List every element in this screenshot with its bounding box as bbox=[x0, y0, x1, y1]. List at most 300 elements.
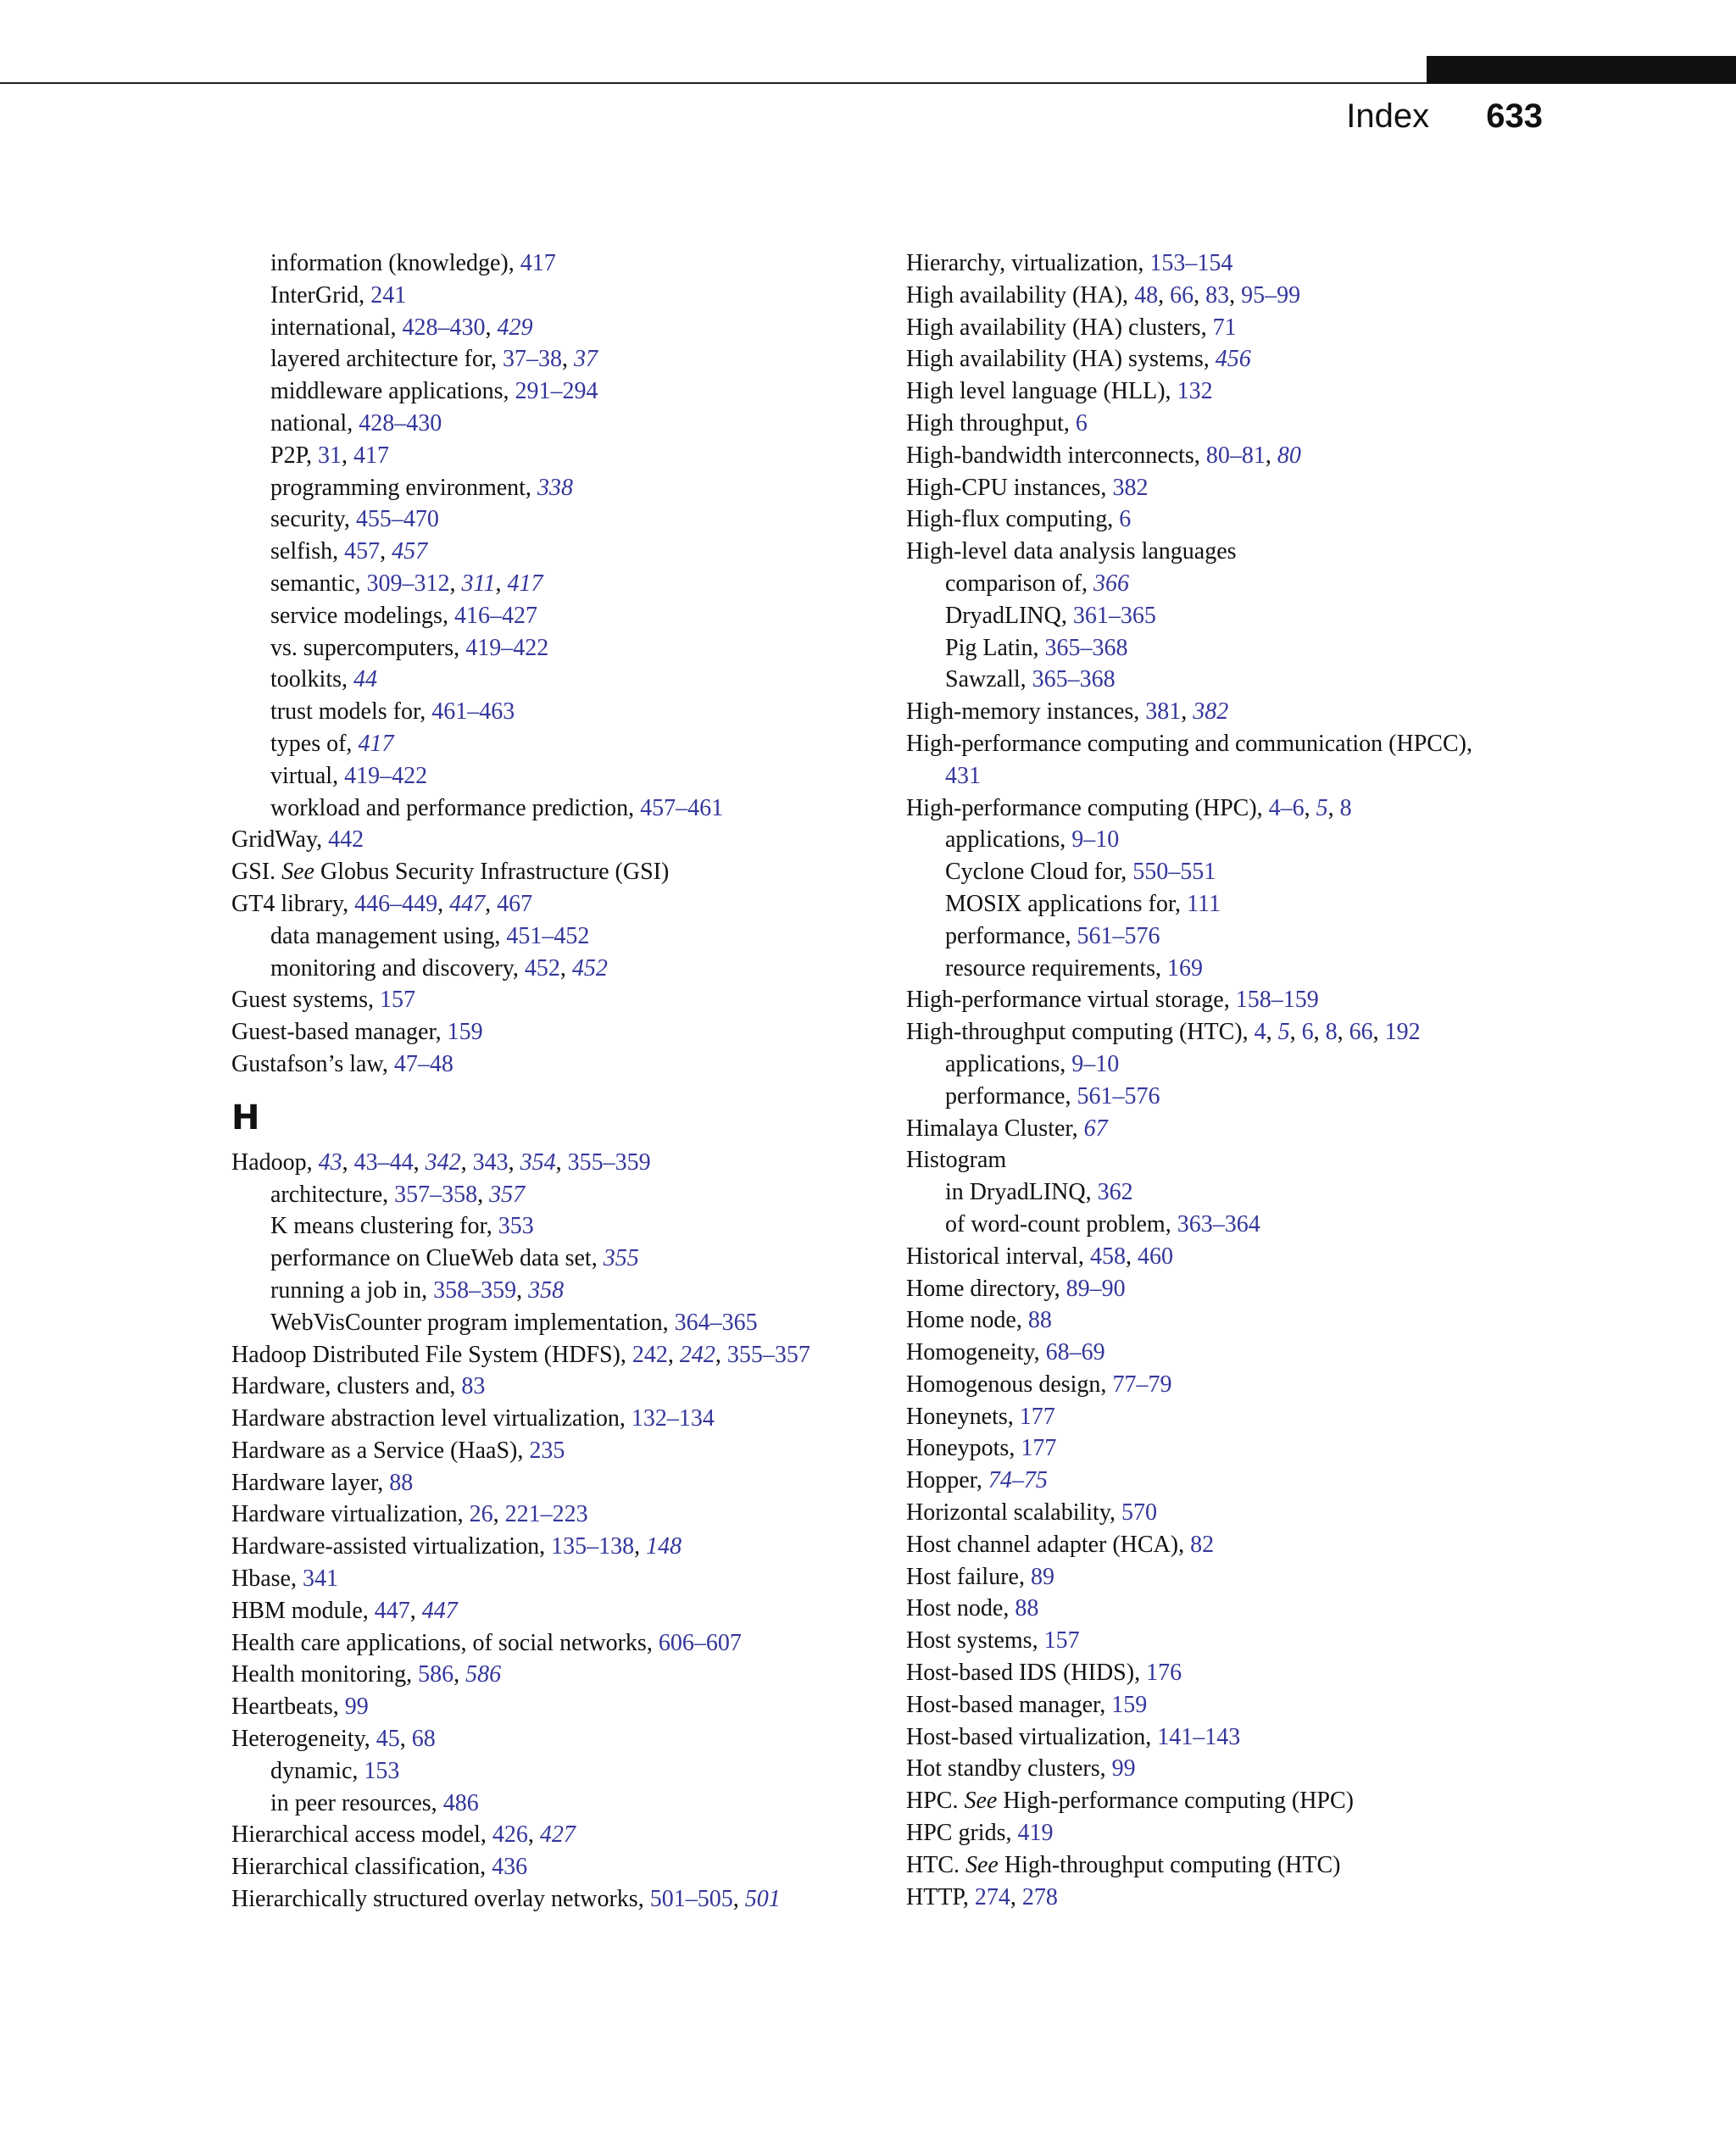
page-reference-link[interactable]: 99 bbox=[1111, 1755, 1136, 1782]
index-subentry: running a job in, 358–359, 358 bbox=[270, 1276, 565, 1304]
index-entry: High-performance computing (HPC), 4–6, 5, 8 bbox=[906, 794, 1352, 821]
index-entry bbox=[906, 1144, 1533, 1176]
page-reference-link[interactable]: 309–312 bbox=[366, 570, 450, 597]
entry-term: HPC grids, bbox=[906, 1820, 1018, 1847]
index-entry: High availability (HA), 48, 66, 83, 95–99 bbox=[906, 281, 1301, 309]
page-reference-link[interactable]: 6 bbox=[1075, 409, 1088, 437]
page-reference-link[interactable]: 606–607 bbox=[658, 1629, 742, 1656]
entry-term: Horizontal scalability, bbox=[906, 1499, 1121, 1527]
page-reference-link[interactable]: 358–359 bbox=[433, 1276, 517, 1304]
page-reference-link[interactable]: 44 bbox=[353, 666, 378, 693]
page-reference-link[interactable]: 452 bbox=[524, 954, 560, 982]
entry-term: Host node, bbox=[906, 1595, 1015, 1622]
entry-term: resource requirements, bbox=[945, 954, 1167, 982]
entry-term: High-performance virtual storage, bbox=[906, 987, 1236, 1014]
index-entry bbox=[906, 1561, 1533, 1593]
page-reference-link[interactable]: 457–461 bbox=[640, 794, 724, 821]
page-reference-link[interactable]: 37–38 bbox=[503, 346, 563, 373]
index-entry: Heterogeneity, 45, 68 bbox=[231, 1726, 436, 1753]
index-entry bbox=[906, 1497, 1533, 1529]
index-subentry bbox=[906, 1209, 1533, 1241]
page-reference-link[interactable]: 455–470 bbox=[355, 506, 439, 533]
index-subentry bbox=[231, 280, 876, 312]
entry-term: selfish, bbox=[270, 538, 345, 565]
index-subentry bbox=[906, 856, 1533, 888]
page-reference-link[interactable]: 457 bbox=[344, 538, 381, 565]
index-subentry bbox=[906, 1176, 1533, 1209]
index-subentry bbox=[231, 375, 876, 408]
entry-term: Heterogeneity, bbox=[231, 1726, 376, 1753]
page-reference-link[interactable]: 48 bbox=[1134, 281, 1159, 309]
page-reference-link[interactable]: 365–368 bbox=[1044, 634, 1128, 661]
page-reference-link[interactable]: 458 bbox=[1089, 1243, 1126, 1270]
index-subentry bbox=[906, 600, 1533, 632]
entry-term: Hot standby clusters, bbox=[906, 1755, 1112, 1782]
entry-term: DryadLINQ, bbox=[945, 602, 1073, 629]
page-reference-link[interactable]: 342 bbox=[425, 1148, 461, 1176]
entry-term: Hardware virtualization, bbox=[231, 1501, 470, 1528]
page-reference-link[interactable]: 83 bbox=[1205, 281, 1230, 309]
page-reference-link[interactable]: 192 bbox=[1384, 1019, 1421, 1046]
entry-term: running a job in, bbox=[270, 1276, 434, 1304]
entry-term: Hierarchical access model, bbox=[231, 1821, 492, 1849]
entry-term: InterGrid, bbox=[270, 281, 371, 309]
index-subentry bbox=[231, 472, 876, 504]
page-reference-link[interactable]: 43 bbox=[318, 1148, 342, 1176]
header-tab-block bbox=[1427, 56, 1736, 84]
page-reference-link[interactable]: 89–90 bbox=[1066, 1275, 1126, 1302]
index-entry bbox=[906, 472, 1533, 504]
page-reference-link[interactable]: 88 bbox=[1027, 1307, 1052, 1334]
index-entry bbox=[906, 312, 1533, 344]
index-subentry bbox=[906, 953, 1533, 985]
entry-term: Home node, bbox=[906, 1307, 1028, 1334]
entry-term: Hardware layer, bbox=[231, 1469, 390, 1496]
index-subentry: layered architecture for, 37–38, 37 bbox=[270, 346, 598, 373]
index-subentry bbox=[231, 728, 876, 760]
page-reference-link[interactable]: 561–576 bbox=[1077, 1082, 1160, 1109]
page-reference-link[interactable]: 99 bbox=[344, 1693, 369, 1721]
index-subentry bbox=[231, 792, 876, 825]
entry-term: WebVisCounter program implementation, bbox=[270, 1309, 675, 1336]
index-subentry bbox=[906, 664, 1533, 696]
index-entry bbox=[231, 1016, 876, 1048]
see-reference-label: See bbox=[964, 1788, 998, 1815]
entry-term: High-throughput computing (HTC), bbox=[906, 1019, 1255, 1046]
page-reference-link[interactable]: 82 bbox=[1190, 1531, 1215, 1558]
page-reference-link[interactable]: 561–576 bbox=[1077, 922, 1160, 949]
index-entry bbox=[906, 1721, 1533, 1754]
page-reference-link[interactable]: 486 bbox=[442, 1789, 479, 1816]
page-reference-link[interactable]: 95–99 bbox=[1241, 281, 1301, 309]
index-entry: Historical interval, 458, 460 bbox=[906, 1243, 1173, 1270]
page-reference-link[interactable]: 365–368 bbox=[1032, 666, 1116, 693]
page-reference-link[interactable]: 428–430 bbox=[402, 314, 486, 341]
page-reference-link[interactable]: 31 bbox=[318, 442, 342, 469]
page-reference-link[interactable]: 71 bbox=[1212, 314, 1237, 341]
entry-term: layered architecture for, bbox=[270, 346, 504, 373]
page-reference-link[interactable]: 447 bbox=[374, 1597, 410, 1624]
entry-term: Histogram bbox=[906, 1147, 1007, 1174]
page-reference-link[interactable]: 157 bbox=[380, 987, 415, 1014]
section-heading-h: H bbox=[231, 1098, 260, 1137]
index-subentry bbox=[231, 408, 876, 440]
page-reference-link[interactable]: 429 bbox=[497, 314, 533, 341]
page-reference-link[interactable]: 68 bbox=[411, 1726, 436, 1753]
page-reference-link[interactable]: 177 bbox=[1019, 1403, 1055, 1430]
page-reference-link[interactable]: 132–134 bbox=[631, 1405, 715, 1432]
page-reference-link[interactable]: 141–143 bbox=[1157, 1723, 1241, 1750]
entry-term: virtual, bbox=[270, 762, 345, 789]
index-entry bbox=[231, 1563, 876, 1595]
entry-term: Host-based IDS (HIDS), bbox=[906, 1660, 1147, 1687]
entries-h-continued bbox=[906, 247, 1533, 1913]
entry-term: national, bbox=[270, 409, 359, 437]
page-reference-link[interactable]: 366 bbox=[1093, 570, 1129, 597]
page-reference-link[interactable]: 176 bbox=[1146, 1660, 1182, 1687]
page-reference-link[interactable]: 354 bbox=[520, 1148, 556, 1176]
page-reference-link[interactable]: 158–159 bbox=[1235, 987, 1319, 1014]
page-reference-link[interactable]: 426 bbox=[492, 1821, 528, 1849]
entry-term: Homogenous design, bbox=[906, 1371, 1113, 1398]
index-column-left bbox=[231, 247, 876, 1916]
entry-term: Honeynets, bbox=[906, 1403, 1020, 1430]
index-entry bbox=[906, 1625, 1533, 1657]
entry-term: Homogeneity, bbox=[906, 1339, 1046, 1366]
index-entry bbox=[906, 375, 1533, 408]
page-reference-link[interactable]: 153 bbox=[364, 1757, 400, 1784]
page-reference-link[interactable]: 436 bbox=[492, 1854, 528, 1881]
entry-term: P2P, bbox=[270, 442, 319, 469]
page-reference-link[interactable]: 177 bbox=[1021, 1435, 1057, 1462]
page-reference-link[interactable]: 111 bbox=[1187, 890, 1221, 917]
index-subentry: monitoring and discovery, 452, 452 bbox=[270, 954, 608, 982]
index-subentry bbox=[231, 664, 876, 696]
page-reference-link[interactable]: 242 bbox=[679, 1341, 715, 1368]
entry-term: vs. supercomputers, bbox=[270, 634, 466, 661]
index-subentry bbox=[906, 824, 1533, 856]
index-subentry bbox=[906, 632, 1533, 665]
page-reference-link[interactable]: 338 bbox=[537, 474, 573, 501]
index-subentry bbox=[231, 503, 876, 536]
page-reference-link[interactable]: 357–358 bbox=[394, 1181, 478, 1208]
page-reference-link[interactable]: 77–79 bbox=[1112, 1371, 1172, 1398]
index-entry bbox=[906, 1337, 1533, 1369]
entry-term: HBM module, bbox=[231, 1597, 375, 1624]
entry-term: Hadoop Distributed File System (HDFS), bbox=[231, 1341, 632, 1368]
index-entry bbox=[906, 1753, 1533, 1785]
page-reference-link[interactable]: 88 bbox=[389, 1469, 414, 1496]
page-reference-link[interactable]: 452 bbox=[571, 954, 608, 982]
index-entry: Hadoop Distributed File System (HDFS), 242, 242, 355–357 bbox=[231, 1341, 810, 1368]
index-entry: HBM module, 447, 447 bbox=[231, 1597, 458, 1624]
page-reference-link[interactable]: 66 bbox=[1170, 281, 1194, 309]
entry-term: applications, bbox=[945, 1050, 1072, 1077]
index-column-right bbox=[906, 247, 1533, 1913]
page-reference-link[interactable]: 447 bbox=[449, 890, 486, 917]
page-reference-link[interactable]: 467 bbox=[497, 890, 533, 917]
entries-h bbox=[231, 1147, 876, 1916]
index-entry bbox=[231, 1851, 876, 1883]
index-entry bbox=[231, 1467, 876, 1499]
entry-term: applications, bbox=[945, 826, 1072, 854]
index-subentry bbox=[906, 920, 1533, 953]
page-reference-link[interactable]: 550–551 bbox=[1132, 859, 1216, 886]
page-reference-link[interactable]: 159 bbox=[1111, 1691, 1148, 1718]
page-reference-link[interactable]: 291–294 bbox=[515, 378, 598, 405]
entry-term: High-flux computing, bbox=[906, 506, 1120, 533]
page-reference-link[interactable]: 8 bbox=[1325, 1019, 1338, 1046]
page-reference-link[interactable]: 89 bbox=[1030, 1563, 1054, 1590]
index-entry bbox=[231, 1691, 876, 1723]
page-reference-link[interactable]: 88 bbox=[1015, 1595, 1039, 1622]
page-reference-link[interactable]: 417 bbox=[358, 730, 394, 757]
index-entry bbox=[231, 1435, 876, 1467]
page-reference-link[interactable]: 83 bbox=[461, 1373, 486, 1400]
page-reference-link[interactable]: 501–505 bbox=[649, 1886, 733, 1913]
page-reference-link[interactable]: 419–422 bbox=[465, 634, 549, 661]
page-reference-link[interactable]: 311 bbox=[461, 570, 496, 597]
index-entry: Hadoop, 43, 43–44, 342, 343, 354, 355–359 bbox=[231, 1148, 651, 1176]
entry-term: Himalaya Cluster, bbox=[906, 1115, 1084, 1142]
index-entry bbox=[231, 1403, 876, 1435]
see-target: High-throughput computing (HTC) bbox=[998, 1851, 1341, 1878]
entry-term: semantic, bbox=[270, 570, 367, 597]
page-reference-link[interactable]: 5 bbox=[1316, 794, 1328, 821]
see-target: High-performance computing (HPC) bbox=[997, 1788, 1354, 1815]
entry-term: monitoring and discovery, bbox=[270, 954, 525, 982]
index-subentry bbox=[231, 1243, 876, 1275]
entry-term: Heartbeats, bbox=[231, 1693, 345, 1721]
entry-term: Guest-based manager, bbox=[231, 1019, 448, 1046]
entry-term: High-level data analysis languages bbox=[906, 538, 1237, 565]
page-reference-link[interactable]: 442 bbox=[328, 826, 364, 854]
index-entry bbox=[906, 408, 1533, 440]
entry-term: High-CPU instances, bbox=[906, 474, 1113, 501]
index-entry bbox=[231, 1627, 876, 1660]
index-entry bbox=[231, 856, 876, 888]
index-subentry bbox=[231, 696, 876, 728]
index-subentry bbox=[231, 760, 876, 792]
index-subentry bbox=[906, 888, 1533, 920]
entry-term: Health care applications, of social networks, bbox=[231, 1629, 659, 1656]
index-entry bbox=[906, 1529, 1533, 1561]
page-reference-link[interactable]: 417 bbox=[507, 570, 543, 597]
index-subentry bbox=[231, 1210, 876, 1243]
index-entry bbox=[906, 1432, 1533, 1465]
index-subentry bbox=[231, 1788, 876, 1820]
entry-term: comparison of, bbox=[945, 570, 1093, 597]
page-reference-link[interactable]: 428–430 bbox=[359, 409, 442, 437]
page-reference-link[interactable]: 355–359 bbox=[567, 1148, 651, 1176]
entry-term: of word-count problem, bbox=[945, 1210, 1177, 1237]
entry-term: HTTP, bbox=[906, 1883, 975, 1910]
page-reference-link[interactable]: 417 bbox=[520, 250, 556, 276]
page-reference-link[interactable]: 8 bbox=[1339, 794, 1352, 821]
page-reference-link[interactable]: 157 bbox=[1043, 1627, 1080, 1654]
index-entry bbox=[906, 1593, 1533, 1625]
page-reference-link[interactable]: 586 bbox=[418, 1661, 454, 1688]
page-reference-link[interactable]: 419–422 bbox=[344, 762, 428, 789]
entry-term: Pig Latin, bbox=[945, 634, 1045, 661]
page-reference-link[interactable]: 159 bbox=[447, 1019, 483, 1046]
entry-term: Host systems, bbox=[906, 1627, 1044, 1654]
entry-term: data management using, bbox=[270, 922, 507, 949]
page-reference-link[interactable]: 9–10 bbox=[1071, 1050, 1120, 1077]
page-reference-link[interactable]: 447 bbox=[421, 1597, 458, 1624]
index-subentry bbox=[906, 568, 1533, 600]
page-reference-link[interactable]: 148 bbox=[646, 1533, 682, 1560]
page-reference-link[interactable]: 419 bbox=[1017, 1820, 1054, 1847]
page-reference-link[interactable]: 427 bbox=[539, 1821, 576, 1849]
entry-term: in DryadLINQ, bbox=[945, 1179, 1098, 1206]
entry-term: HTC. bbox=[906, 1851, 965, 1878]
page-reference-link[interactable]: 361–365 bbox=[1072, 602, 1156, 629]
entry-term: middleware applications, bbox=[270, 378, 515, 405]
entry-term: Guest systems, bbox=[231, 987, 380, 1014]
entry-term: Sawzall, bbox=[945, 666, 1032, 693]
page-reference-link[interactable]: 363–364 bbox=[1177, 1210, 1260, 1237]
entry-term: Hierarchically structured overlay networks, bbox=[231, 1886, 650, 1913]
page-reference-link[interactable]: 132 bbox=[1177, 378, 1213, 405]
entry-term: toolkits, bbox=[270, 666, 354, 693]
page-reference-link[interactable]: 153–154 bbox=[1149, 250, 1233, 276]
index-entry bbox=[906, 728, 1533, 760]
page-reference-link[interactable]: 169 bbox=[1167, 954, 1203, 982]
page-reference-link[interactable]: 67 bbox=[1083, 1115, 1108, 1142]
page-reference-link[interactable]: 68–69 bbox=[1045, 1339, 1105, 1366]
entry-term: Hardware, clusters and, bbox=[231, 1373, 462, 1400]
entry-term: Hardware abstraction level virtualization, bbox=[231, 1405, 632, 1432]
page-reference-link[interactable]: 460 bbox=[1137, 1243, 1173, 1270]
index-entry bbox=[906, 1401, 1533, 1433]
see-reference-label: See bbox=[965, 1851, 999, 1878]
index-subentry: P2P, 31, 417 bbox=[270, 442, 390, 469]
index-entry bbox=[906, 247, 1533, 280]
index-entry: Hardware virtualization, 26, 221–223 bbox=[231, 1501, 588, 1528]
page-reference-link[interactable]: 6 bbox=[1119, 506, 1132, 533]
page-reference-link[interactable]: 355 bbox=[603, 1245, 639, 1272]
page-reference-link[interactable]: 135–138 bbox=[551, 1533, 635, 1560]
page-reference-link[interactable]: 362 bbox=[1097, 1179, 1133, 1206]
page-reference-link[interactable]: 278 bbox=[1021, 1883, 1058, 1910]
page-reference-link[interactable]: 80–81 bbox=[1205, 442, 1266, 469]
page-reference-link[interactable]: 382 bbox=[1193, 698, 1229, 726]
page-reference-link[interactable]: 416–427 bbox=[453, 602, 537, 629]
entry-term: High availability (HA) clusters, bbox=[906, 314, 1213, 341]
entry-term: MOSIX applications for, bbox=[945, 890, 1188, 917]
entry-term: performance, bbox=[945, 1082, 1077, 1109]
page-reference-link[interactable]: 221–223 bbox=[504, 1501, 588, 1528]
page-reference-link[interactable]: 343 bbox=[472, 1148, 509, 1176]
page-reference-link[interactable]: 456 bbox=[1215, 346, 1251, 373]
page-reference-link[interactable]: 451–452 bbox=[506, 922, 590, 949]
entry-term: programming environment, bbox=[270, 474, 537, 501]
page-reference-link[interactable]: 4 bbox=[1254, 1019, 1266, 1046]
index-entry: High-throughput computing (HTC), 4, 5, 6, 8, 66, 192 bbox=[906, 1019, 1421, 1046]
entry-term: information (knowledge), bbox=[270, 250, 520, 276]
entry-term: performance, bbox=[945, 922, 1077, 949]
entry-term: international, bbox=[270, 314, 403, 341]
page-reference-link[interactable]: 586 bbox=[465, 1661, 502, 1688]
page-reference-link[interactable]: 417 bbox=[353, 442, 390, 469]
page-reference-link[interactable]: 74–75 bbox=[988, 1467, 1048, 1494]
page-reference-link[interactable]: 80 bbox=[1277, 442, 1301, 469]
page-reference-link[interactable]: 358 bbox=[528, 1276, 565, 1304]
page-reference-link[interactable]: 431 bbox=[945, 762, 981, 789]
page-reference-link[interactable]: 47–48 bbox=[393, 1050, 453, 1077]
entry-term: K means clustering for, bbox=[270, 1213, 498, 1240]
see-reference-label: See bbox=[281, 859, 314, 886]
page-reference-link[interactable]: 461–463 bbox=[431, 698, 515, 726]
index-entry: Hardware-assisted virtualization, 135–138, 148 bbox=[231, 1533, 682, 1560]
index-subentry: selfish, 457, 457 bbox=[270, 538, 428, 565]
page-reference-link[interactable]: 235 bbox=[529, 1437, 565, 1464]
page-reference-link[interactable]: 37 bbox=[574, 346, 598, 373]
page-reference-link[interactable]: 570 bbox=[1121, 1499, 1157, 1527]
page-number: 633 bbox=[1486, 97, 1543, 135]
page-reference-link[interactable]: 382 bbox=[1112, 474, 1149, 501]
page-reference-link[interactable]: 353 bbox=[498, 1213, 534, 1240]
entry-term: security, bbox=[270, 506, 356, 533]
page-reference-link[interactable]: 501 bbox=[744, 1886, 781, 1913]
page-reference-link[interactable]: 355–357 bbox=[726, 1341, 810, 1368]
entry-term: in peer resources, bbox=[270, 1789, 443, 1816]
page-reference-link[interactable]: 381 bbox=[1145, 698, 1182, 726]
index-entry bbox=[906, 1369, 1533, 1401]
entry-term: Host-based virtualization, bbox=[906, 1723, 1158, 1750]
page-reference-link[interactable]: 357 bbox=[489, 1181, 526, 1208]
page-reference-link[interactable]: 242 bbox=[632, 1341, 668, 1368]
page-reference-link[interactable]: 45 bbox=[376, 1726, 400, 1753]
page-reference-link[interactable]: 364–365 bbox=[674, 1309, 758, 1336]
page-reference-link[interactable]: 457 bbox=[392, 538, 428, 565]
index-entry: Hierarchically structured overlay networks, 501–505, 501 bbox=[231, 1886, 781, 1913]
entry-term: High-performance computing (HPC), bbox=[906, 794, 1269, 821]
entry-term: GT4 library, bbox=[231, 890, 355, 917]
page-reference-link[interactable]: 5 bbox=[1277, 1019, 1290, 1046]
index-entry bbox=[906, 984, 1533, 1016]
entry-term: Hardware as a Service (HaaS), bbox=[231, 1437, 530, 1464]
index-entry: High-bandwidth interconnects, 80–81, 80 bbox=[906, 442, 1301, 469]
index-entry: HTTP, 274, 278 bbox=[906, 1883, 1058, 1910]
page-reference-link[interactable]: 6 bbox=[1301, 1019, 1314, 1046]
index-subentry bbox=[906, 1048, 1533, 1081]
page-reference-link[interactable]: 446–449 bbox=[354, 890, 438, 917]
index-entry bbox=[906, 1689, 1533, 1721]
page-reference-link[interactable]: 241 bbox=[370, 281, 407, 309]
page-reference-link[interactable]: 4–6 bbox=[1268, 794, 1305, 821]
index-subentry: semantic, 309–312, 311, 417 bbox=[270, 570, 543, 597]
entry-term: High level language (HLL), bbox=[906, 378, 1177, 405]
index-entry bbox=[231, 1371, 876, 1403]
index-entry bbox=[231, 1048, 876, 1081]
page-reference-link[interactable]: 66 bbox=[1349, 1019, 1373, 1046]
page-reference-link[interactable]: 341 bbox=[302, 1565, 338, 1593]
entry-term: High-memory instances, bbox=[906, 698, 1146, 726]
index-subentry: international, 428–430, 429 bbox=[270, 314, 533, 341]
entry-term: Cyclone Cloud for, bbox=[945, 859, 1133, 886]
page-reference-link[interactable]: 43–44 bbox=[353, 1148, 414, 1176]
index-entry bbox=[906, 1304, 1533, 1337]
running-title: Index bbox=[1346, 97, 1430, 135]
page-reference-link[interactable]: 26 bbox=[469, 1501, 493, 1528]
index-subentry bbox=[231, 632, 876, 665]
page-reference-link[interactable]: 274 bbox=[974, 1883, 1010, 1910]
page-reference-link[interactable]: 9–10 bbox=[1071, 826, 1120, 854]
entry-term: performance on ClueWeb data set, bbox=[270, 1245, 604, 1272]
entry-term: Host failure, bbox=[906, 1563, 1031, 1590]
